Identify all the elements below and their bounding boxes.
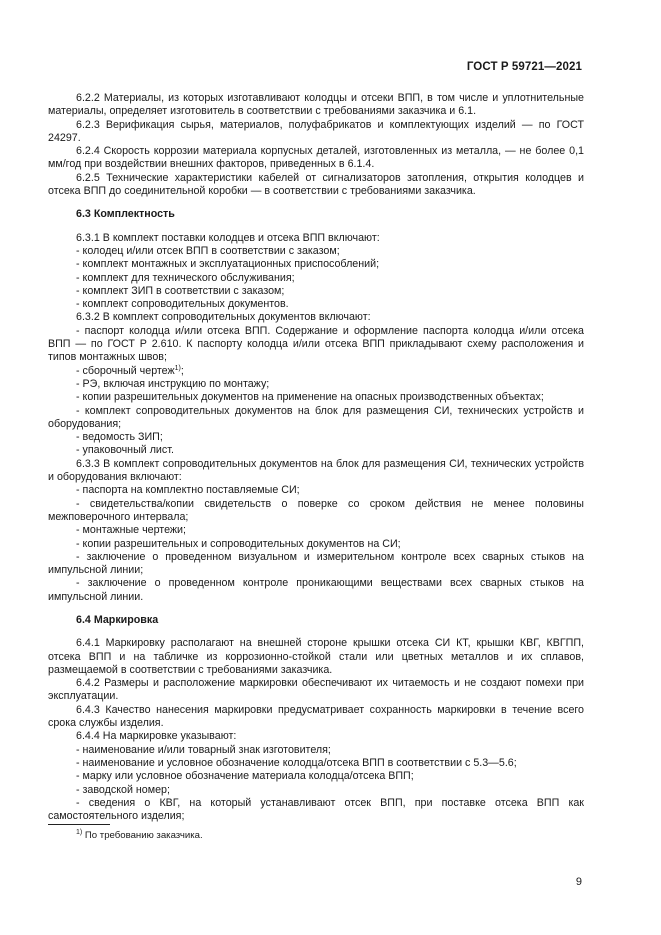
paragraph-text: - сведения о КВГ, на который устанавливают отсек ВПП, при поставке отсека ВПП как самостоятельного изделия; [48, 796, 584, 823]
paragraph-text: 6.3.2 В комплект сопроводительных документов включают: [76, 311, 371, 324]
footnote [76, 829, 203, 842]
paragraph-text: - заводской номер; [76, 783, 170, 796]
paragraph [48, 524, 584, 537]
paragraph [48, 405, 584, 432]
paragraph-text: 6.2.4 Скорость коррозии материала корпусных деталей, изготовленных из металла, — не более 0,1 мм/год при воздействии внешних факторов, приведенных в 6.1.4. [48, 145, 584, 171]
paragraph-text: - копии разрешительных и сопроводительных документов на СИ; [76, 537, 401, 550]
paragraph [48, 258, 584, 271]
paragraph-text: - упаковочный лист. [76, 444, 174, 457]
paragraph [48, 458, 584, 485]
paragraph-text: - паспорт колодца и/или отсека ВПП. Содержание и оформление паспорта колодца и/или отсека ВПП — по ГОСТ Р 2.610. К паспорту колодца и/или отсека ВПП прикладывают схему расположения и типов монтажных швов; [48, 324, 584, 364]
paragraph [48, 444, 584, 457]
paragraph [48, 784, 584, 797]
footnote-text: По требованию заказчика. [82, 830, 203, 841]
paragraph-text: 6.3.3 В комплект сопроводительных документов на блок для размещения СИ, технических устройств и оборудования включают: [48, 457, 584, 484]
paragraph-text: 6.2.5 Технические характеристики кабелей от сигнализаторов затопления, открытия колодцев и отсека ВПП до соединительной коробки — в соответствии с требованиями заказчика. [48, 171, 584, 198]
paragraph [48, 704, 584, 731]
paragraph-text: - колодец и/или отсек ВПП в соответствии с заказом; [76, 244, 340, 257]
paragraph [48, 232, 584, 245]
paragraph-text: 6.4.2 Размеры и расположение маркировки обеспечивают их читаемость и не создают помехи при эксплуатации. [48, 677, 584, 703]
standard-header: ГОСТ Р 59721—2021 [466, 61, 582, 73]
paragraph-text: - сборочный чертеж [76, 364, 175, 377]
paragraph [48, 484, 584, 497]
paragraph [48, 172, 584, 199]
paragraph-text: - копии разрешительных документов на применение на опасных производственных объектах; [76, 391, 544, 404]
paragraph-text: 6.4.3 Качество нанесения маркировки предусматривает сохранность маркировки в течение всего срока службы изделия. [48, 703, 584, 730]
paragraph-text: - паспорта на комплектно поставляемые СИ; [76, 484, 300, 497]
paragraph [48, 145, 584, 172]
paragraph [48, 245, 584, 258]
paragraph-text: 6.3.1 В комплект поставки колодцев и отсека ВПП включают: [76, 231, 380, 244]
footnote-mark: 1) [76, 829, 83, 836]
paragraph [48, 298, 584, 311]
paragraph-text: - наименование и условное обозначение колодца/отсека ВПП в соответствии с 5.3—5.6; [76, 756, 517, 769]
paragraph [48, 391, 584, 404]
paragraph [48, 744, 584, 757]
paragraph [48, 92, 584, 119]
paragraph [48, 637, 584, 677]
paragraph-text: - монтажные чертежи; [76, 524, 186, 537]
paragraph-text: - ведомость ЗИП; [76, 431, 163, 444]
document-body [48, 92, 584, 823]
paragraph-text: - заключение о проведенном визуальном и измерительном контроле всех сварных стыков на импульсной линии; [48, 550, 584, 577]
paragraph-tail: ; [180, 364, 184, 377]
paragraph [48, 577, 584, 604]
paragraph [48, 498, 584, 525]
paragraph [48, 797, 584, 824]
paragraph [48, 365, 584, 378]
paragraph-text: - наименование и/или товарный знак изготовителя; [76, 743, 331, 756]
section-heading-text: 6.3 Комплектность [76, 208, 175, 221]
paragraph-text: - свидетельства/копии свидетельств о поверке со сроком действия не менее половины межповерочного интервала; [48, 497, 584, 523]
paragraph-text: - комплект сопроводительных документов. [76, 298, 289, 311]
paragraph-text: - заключение о проведенном контроле проникающими веществами всех сварных стыков на импульсной линии. [48, 577, 584, 603]
paragraph-text: - комплект ЗИП в соответствии с заказом; [76, 284, 285, 297]
paragraph [48, 311, 584, 324]
paragraph [48, 730, 584, 743]
paragraph [48, 770, 584, 783]
paragraph-text: - комплект для технического обслуживания; [76, 271, 295, 284]
paragraph-text: 6.2.2 Материалы, из которых изготавливают колодцы и отсеки ВПП, в том числе и уплотнительные материалы, определяет изготовитель в соответствии с требованиями заказчика и 6.1. [48, 92, 584, 118]
footnote-reference: 1) [174, 364, 181, 372]
paragraph-text: - РЭ, включая инструкцию по монтажу; [76, 377, 270, 390]
paragraph-text: 6.4.1 Маркировку располагают на внешней стороне крышки отсека СИ КТ, крышки КВГ, КВГПП, отсека ВПП и на табличке из коррозионно-стойкой стали или цветных металлов и их сплавов, размещаемой в соответствии с требованиями заказчика. [48, 637, 584, 676]
paragraph [48, 285, 584, 298]
paragraph [48, 325, 584, 365]
page-number: 9 [575, 876, 582, 888]
paragraph [48, 378, 584, 391]
paragraph [48, 119, 584, 146]
paragraph [48, 538, 584, 551]
paragraph-text: - комплект монтажных и эксплуатационных приспособлений; [76, 258, 380, 271]
section-heading [48, 208, 584, 221]
footnote-divider [48, 824, 110, 825]
paragraph [48, 551, 584, 578]
paragraph [48, 757, 584, 770]
paragraph [48, 431, 584, 444]
section-heading [48, 614, 584, 627]
paragraph-text: - марку или условное обозначение материала колодца/отсека ВПП; [76, 770, 414, 783]
paragraph-text: 6.4.4 На маркировке указывают: [76, 730, 237, 743]
paragraph [48, 677, 584, 704]
paragraph-text: 6.2.3 Верификация сырья, материалов, полуфабрикатов и комплектующих изделий — по ГОСТ 24297. [48, 118, 584, 144]
paragraph-text: - комплект сопроводительных документов на блок для размещения СИ, технических устройств и оборудования; [48, 404, 584, 430]
section-heading-text: 6.4 Маркировка [76, 613, 159, 626]
paragraph [48, 272, 584, 285]
